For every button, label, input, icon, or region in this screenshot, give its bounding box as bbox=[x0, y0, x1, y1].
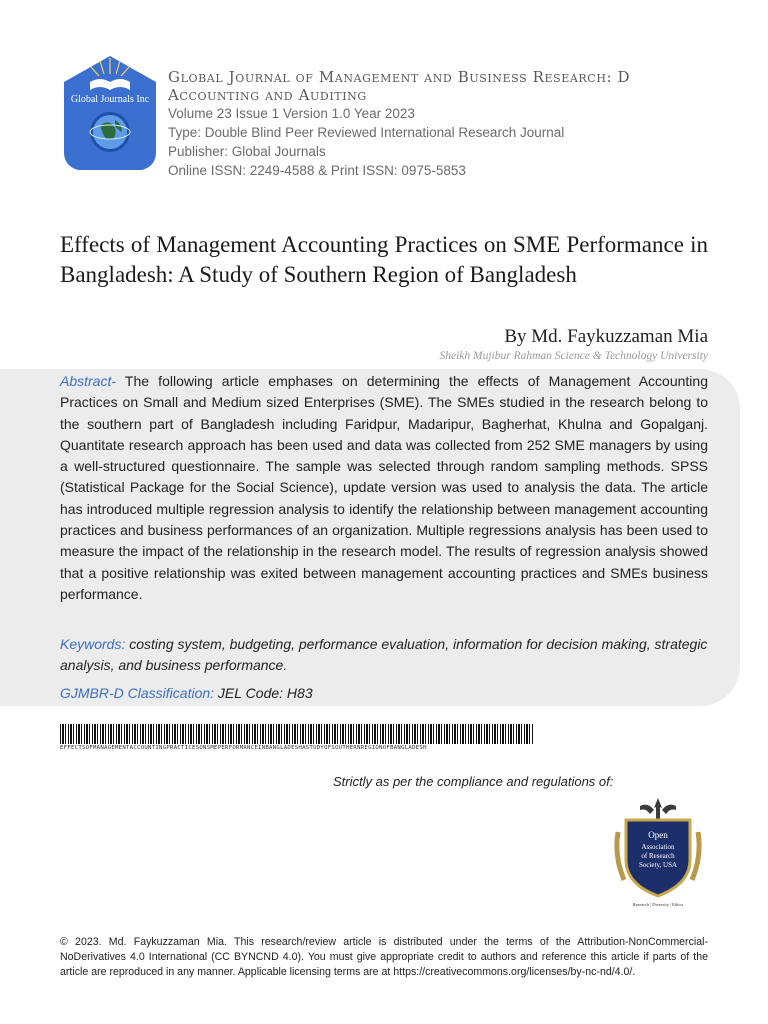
svg-text:Research | Diversity | Ethics: Research | Diversity | Ethics bbox=[632, 902, 684, 907]
author-name: By Md. Faykuzzaman Mia bbox=[504, 326, 708, 347]
svg-text:of Research: of Research bbox=[641, 852, 675, 860]
article-title: Effects of Management Accounting Practices on SME Performance in Bangladesh: A Study of Southern Region of Bangladesh bbox=[60, 232, 708, 287]
svg-text:Global Journals Inc: Global Journals Inc bbox=[70, 94, 150, 105]
journal-type: Type: Double Blind Peer Reviewed International Research Journal bbox=[168, 125, 565, 140]
journal-volume: Volume 23 Issue 1 Version 1.0 Year 2023 bbox=[168, 106, 415, 121]
keywords-label: Keywords: bbox=[60, 636, 126, 652]
journal-header bbox=[168, 68, 728, 180]
classification-text: JEL Code: H83 bbox=[214, 685, 313, 701]
svg-text:Society, USA: Society, USA bbox=[638, 861, 678, 869]
classification bbox=[60, 685, 708, 701]
journal-subtitle: Accounting and Auditing bbox=[168, 86, 367, 104]
abstract-text: The following article emphases on determining the effects of Management Accounting Practices on Small and Medium sized Enterprises (SME). The SMEs studied in the research belong to the southern part of Bangladesh including Faridpur, Madaripur, Bagherhat, Khulna and Gopalganj. Quantitate research approach has been used and data was collected from 252 SME managers by using a well-structured questionnaire. The sample was selected through random sampling methods. SPSS (Statistical Package for the Social Science), update version was used to analysis the data. The article has introduced multiple regression analysis to identify the relationship between management accounting practices and business performances of an organization. Multiple regressions analysis has been used to measure the impact of the relationship in the research model. The results of regression analysis showed that a positive relationship was exited between management accounting practices and SMEs business performance. bbox=[60, 373, 708, 602]
abstract bbox=[60, 371, 708, 605]
author-affiliation: Sheikh Mujibur Rahman Science & Technology University bbox=[439, 350, 708, 362]
compliance-text: Strictly as per the compliance and regulations of: bbox=[333, 774, 614, 789]
journal-issn: Online ISSN: 2249-4588 & Print ISSN: 0975-5853 bbox=[168, 163, 466, 178]
svg-text:Open: Open bbox=[648, 830, 668, 840]
global-journals-logo bbox=[60, 52, 160, 174]
classification-label: GJMBR-D Classification: bbox=[60, 685, 215, 701]
journal-title: Global Journal of Management and Business Research: D bbox=[168, 68, 631, 86]
keywords-text: costing system, budgeting, performance evaluation, information for decision making, strategic analysis, and business performance. bbox=[60, 636, 708, 673]
barcode-text: EFFECTSOFMANAGEMENTACCOUNTINGPRACTICESONSMEPERFORMANCEINBANGLADESHASTUDYOFSOUTHERNREGIONOFBANGLADESH bbox=[60, 745, 427, 751]
oars-emblem bbox=[604, 796, 712, 912]
keywords bbox=[60, 634, 708, 676]
abstract-label: Abstract- bbox=[60, 373, 117, 389]
barcode bbox=[60, 724, 534, 744]
journal-publisher: Publisher: Global Journals bbox=[168, 144, 326, 159]
svg-text:Association: Association bbox=[641, 843, 675, 851]
license-text: © 2023. Md. Faykuzzaman Mia. This research/review article is distributed under the terms of the Attribution-NonCommercial-NoDerivatives 4.0 International (CC BYNCND 4.0). You must give appropriate credit to authors and reference this article if parts of the article are reproduced in any manner. Applicable licensing terms are at https://creativecommons.org/licenses/by-nc-nd/4.0/. bbox=[60, 936, 708, 978]
